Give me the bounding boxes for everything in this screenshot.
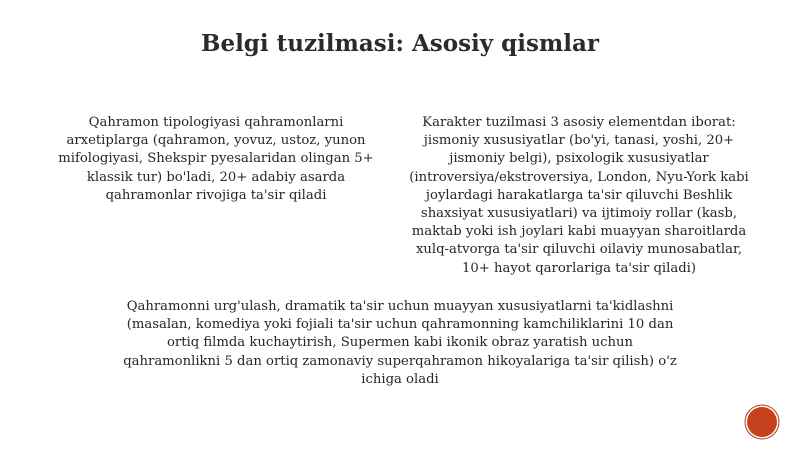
next-slide-button[interactable] (747, 407, 777, 437)
bottom-paragraph: Qahramonni urg'ulash, dramatik ta'sir uchun muayyan xususiyatlarni ta'kidlashni (masalan, komediya yoki fojiali ta'sir uchun qahramonning kamchiliklarini 10 dan ortiq filmda kuchaytirish, Supermen kabi ikonik obraz yaratish uchun qahramonlikni 5 dan ortiq zamonaviy superqahramon hikoyalariga ta'sir qilish) o'z ichiga oladi (123, 299, 677, 387)
right-paragraph: Karakter tuzilmasi 3 asosiy elementdan iborat: jismoniy xususiyatlar (bo'yi, tanasi, yoshi, 20+ jismoniy belgi), psixologik xususiyatlar (introversiya/ekstroversiya, London, Nyu-York kabi joylardagi harakatlarga ta'sir qiluvchi Beshlik shaxsiyat xususiyatlari) va ijtimoiy rollar (kasb, maktab yoki ish joylari kabi muayyan sharoitlarda xulq-atvorga ta'sir qiluvchi oilaviy munosabatlar, 10+ hayot qarorlariga ta'sir qiladi) (409, 115, 749, 276)
left-paragraph: Qahramon tipologiyasi qahramonlarni arxetiplarga (qahramon, yovuz, ustoz, yunon mifologiyasi, Shekspir pyesalaridan olingan 5+ klassik tur) bo'ladi, 20+ adabiy asarda qahramonlar rivojiga ta'sir qiladi (58, 115, 374, 203)
slide-title: Belgi tuzilmasi: Asosiy qismlar (201, 30, 599, 57)
